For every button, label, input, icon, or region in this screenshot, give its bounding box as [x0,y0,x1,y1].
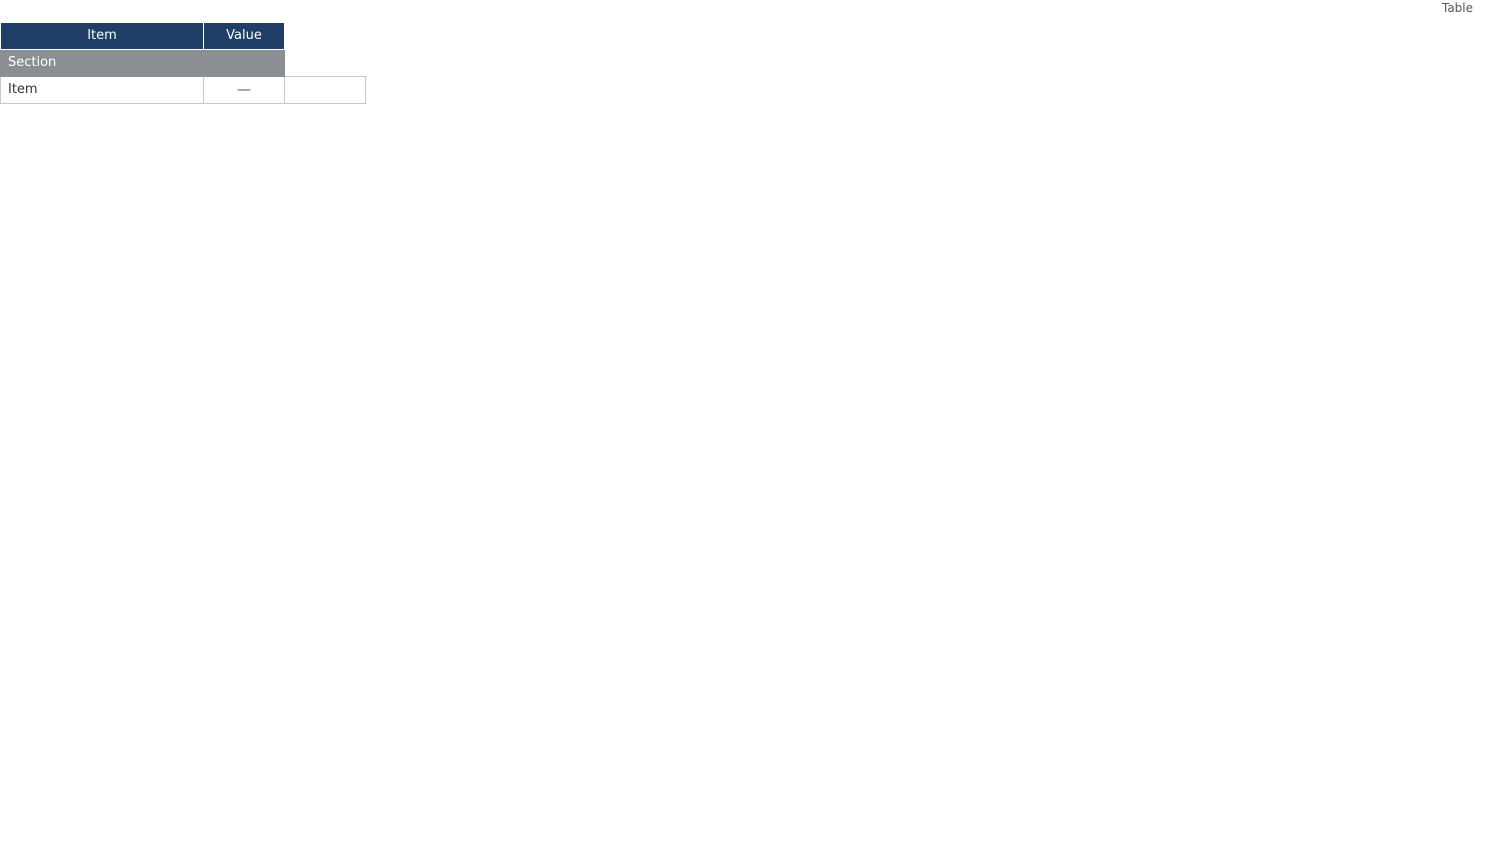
continued-label: Table [1441,1,1473,15]
column-header-page: Value [204,22,285,49]
column-header-row [1,22,1509,49]
injury-name: Item [1,76,204,103]
symptom-cell [204,76,285,103]
chapter-row [1,49,1509,76]
table-body [1,49,1509,103]
column-header-injury: Item [1,22,204,49]
injury-symptom-table [0,22,1509,104]
page-number [285,76,366,103]
table-row [1,76,1509,103]
check-mark: — [237,81,251,98]
chapter-title: Section [1,49,285,76]
